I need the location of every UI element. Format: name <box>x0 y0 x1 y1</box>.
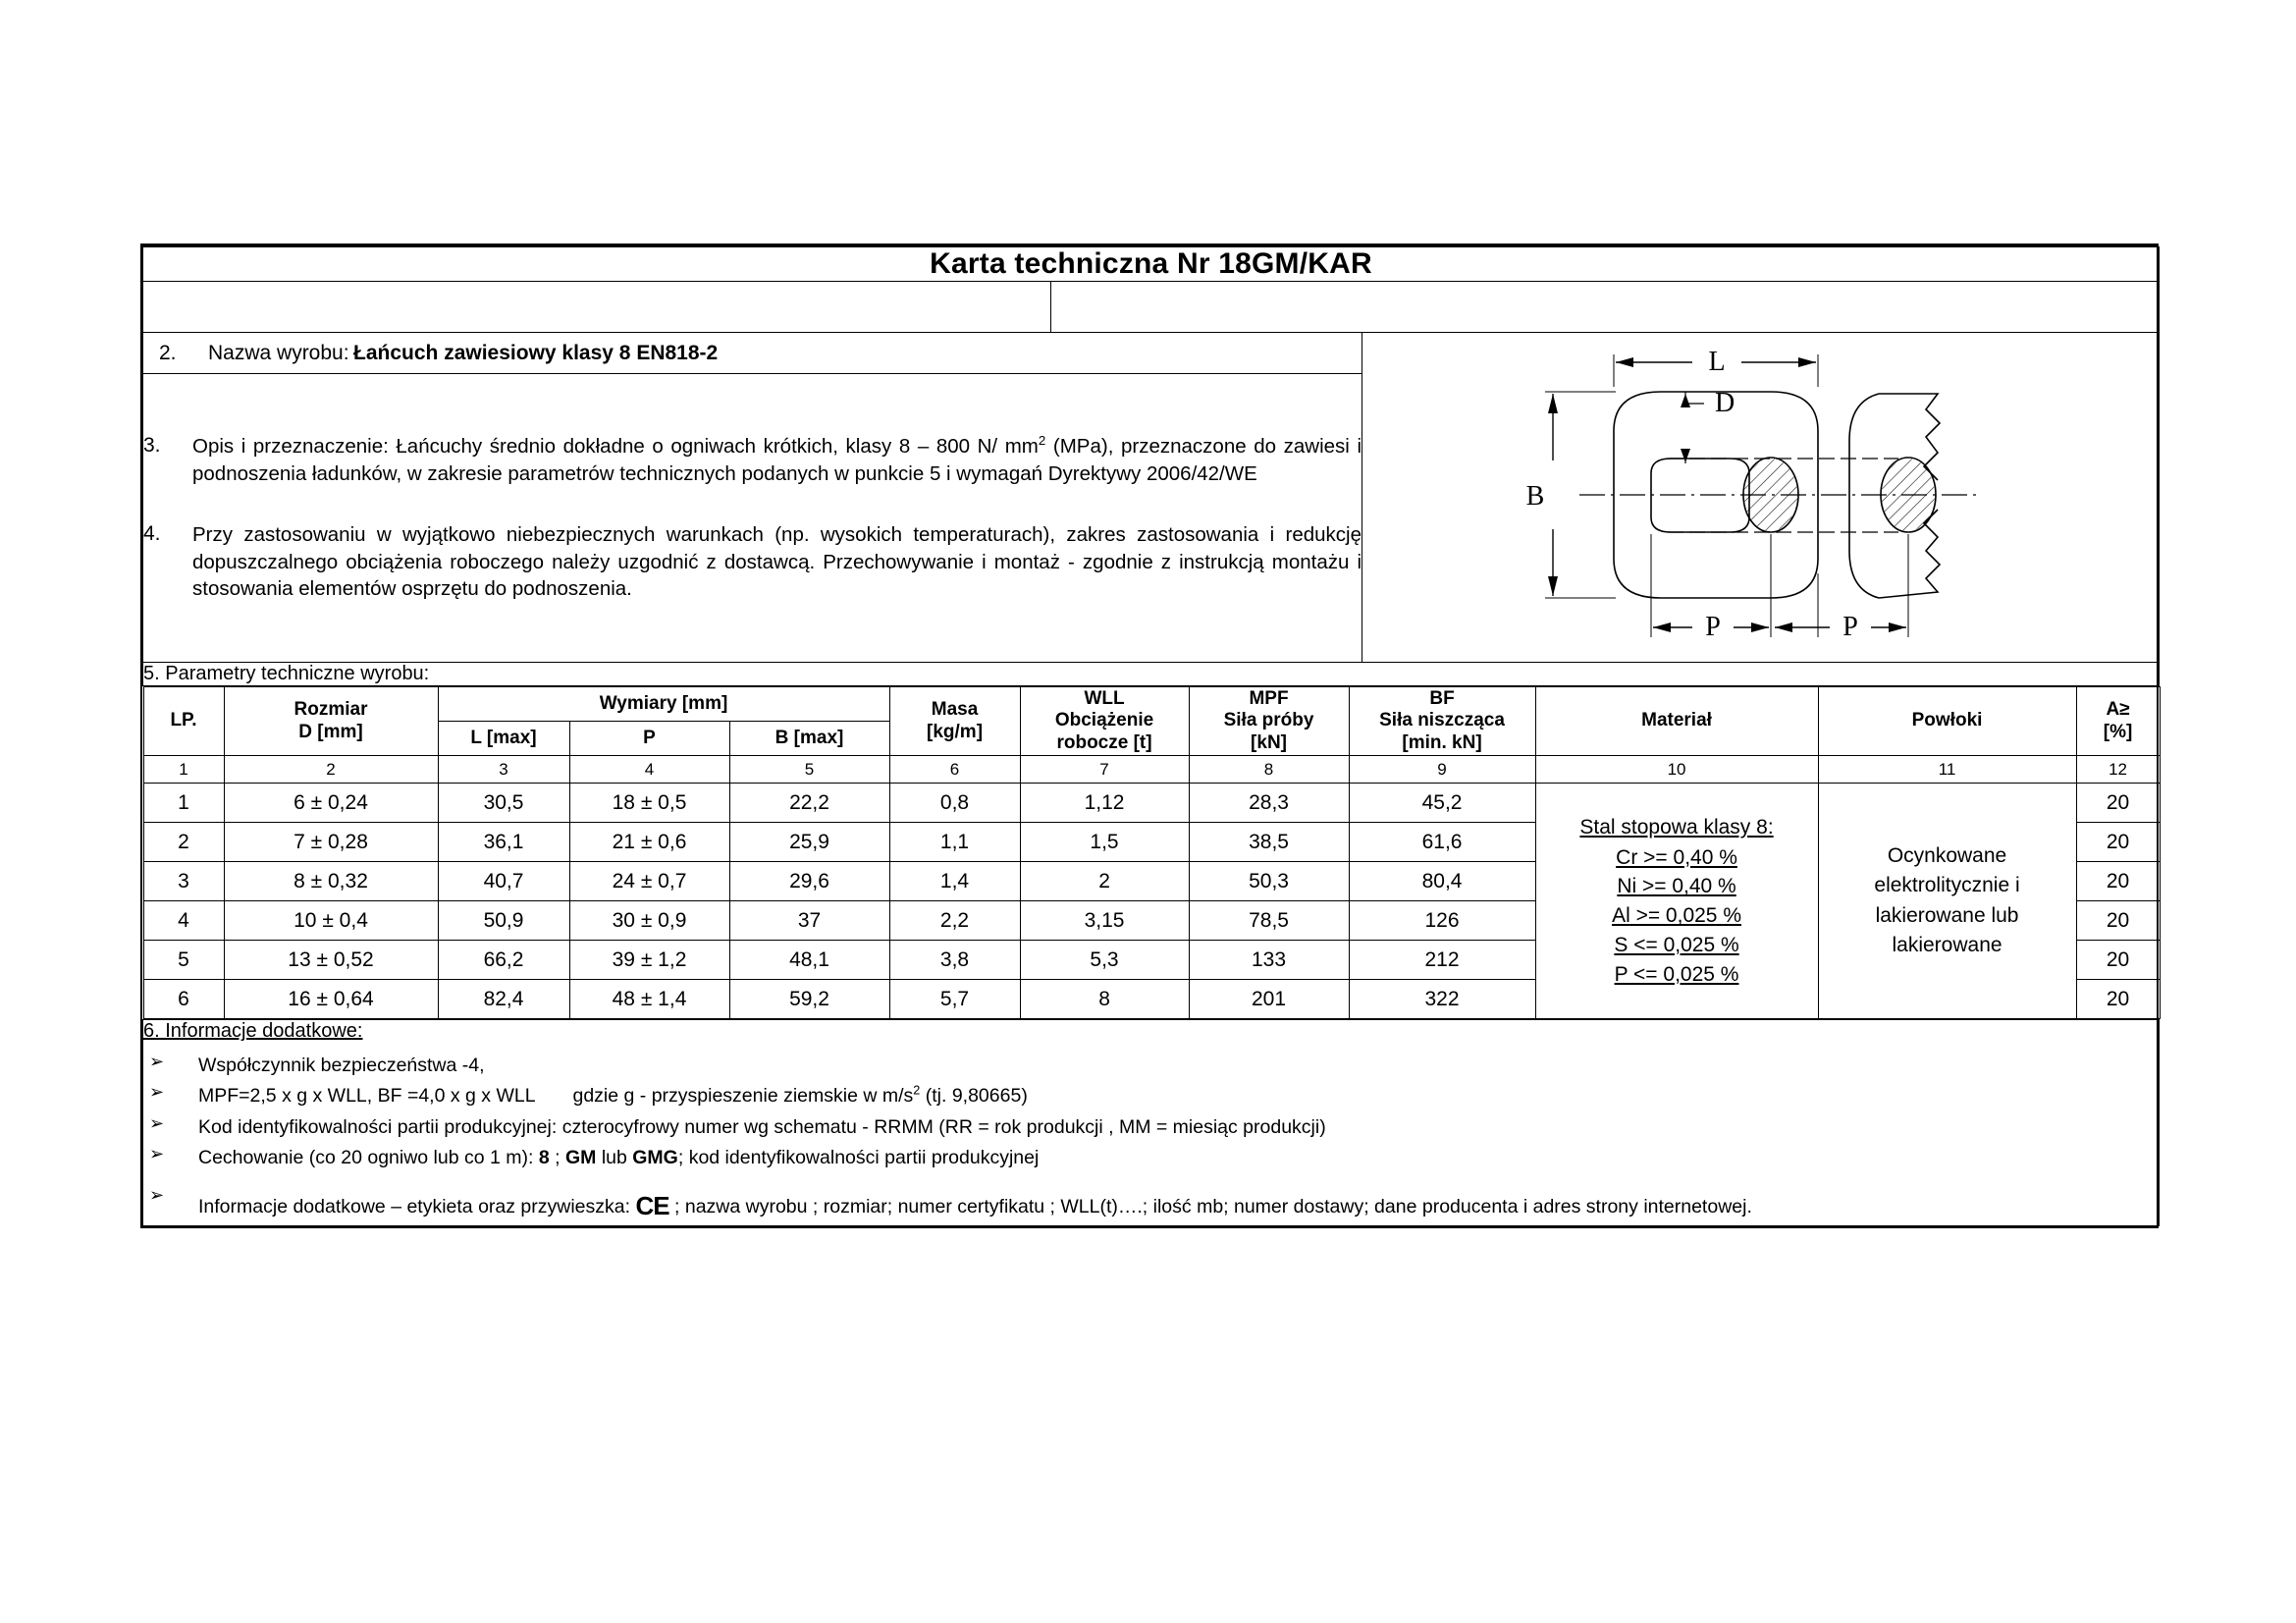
cell-a: 20 <box>2076 784 2160 823</box>
colnum-10: 10 <box>1535 756 1818 784</box>
section2-value: Łańcuch zawiesiowy klasy 8 EN818-2 <box>353 341 719 364</box>
cell-lp: 6 <box>143 980 224 1019</box>
cell-a: 20 <box>2076 941 2160 980</box>
material-line: S <= 0,025 % <box>1614 934 1739 957</box>
list-item <box>143 1185 2159 1223</box>
cell-p: 30 ± 0,9 <box>569 901 729 941</box>
cell-coating <box>1818 784 2076 1019</box>
section6-heading: 6. Informacje dodatkowe: <box>143 1020 363 1043</box>
cell-lp: 3 <box>143 862 224 901</box>
section3-text: Opis i przeznaczenie: Łańcuchy średnio dokładne o ogniwach krótkich, klasy 8 – 800 N/ $mm^2$ (MPa), przeznaczone do zawiesi i podnoszenia ładunków, w zakresie parametrów technicznych podanych w punkcie 5 i wymagań Dyrektywy 2006/42/WE <box>192 433 1362 485</box>
cell-l: 66,2 <box>438 941 569 980</box>
th-p: P <box>569 722 729 756</box>
cell-mpf: 50,3 <box>1189 862 1349 901</box>
material-line: Al >= 0,025 % <box>1612 904 1741 928</box>
section3-superscript: 2 <box>1038 433 1046 449</box>
list-item <box>143 1113 2159 1142</box>
th-wll: WLL Obciążenie robocze [t] <box>1020 687 1189 756</box>
cell-p: 24 ± 0,7 <box>569 862 729 901</box>
colnum-6: 6 <box>889 756 1020 784</box>
cell-bf: 322 <box>1349 980 1535 1019</box>
colnum-3: 3 <box>438 756 569 784</box>
cell-masa: 0,8 <box>889 784 1020 823</box>
cell-bf: 61,6 <box>1349 823 1535 862</box>
colnum-9: 9 <box>1349 756 1535 784</box>
title-row <box>143 247 2160 282</box>
th-material: Materiał <box>1535 687 1818 756</box>
section2-cell <box>143 333 1362 374</box>
th-rozmiar: Rozmiar D [mm] <box>224 687 438 756</box>
parameters-table-cell <box>143 686 2160 1020</box>
colnum-4: 4 <box>569 756 729 784</box>
empty-cell-left <box>143 282 1051 333</box>
cell-material <box>1535 784 1818 1019</box>
cell-mpf: 28,3 <box>1189 784 1349 823</box>
bullet-text: Informacje dodatkowe – etykieta oraz przywieszka: CE ; nazwa wyrobu ; rozmiar; numer certyfikatu ; WLL(t)….; ilość mb; numer dostawy; dane producenta i adres strony internetowej. <box>198 1185 2159 1223</box>
th-mpf: MPF Siła próby [kN] <box>1189 687 1349 756</box>
cell-masa: 2,2 <box>889 901 1020 941</box>
cell-bf: 45,2 <box>1349 784 1535 823</box>
material-line: Ni >= 0,40 % <box>1617 875 1736 898</box>
cell-rozmiar: 13 ± 0,52 <box>224 941 438 980</box>
cell-mpf: 38,5 <box>1189 823 1349 862</box>
cell-b: 29,6 <box>729 862 889 901</box>
bullet-text: MPF=2,5 x g x WLL, BF =4,0 x g x WLL gdzie g - przyspieszenie ziemskie w $m/s^2$ (tj. 9,80665) <box>198 1083 1028 1108</box>
title-cell <box>143 247 2160 282</box>
cell-lp: 2 <box>143 823 224 862</box>
section2-number: 2. <box>159 341 177 364</box>
empty-cell-right <box>1051 282 2160 333</box>
cell-a: 20 <box>2076 980 2160 1019</box>
cell-masa: 3,8 <box>889 941 1020 980</box>
colnum-5: 5 <box>729 756 889 784</box>
cell-p: 21 ± 0,6 <box>569 823 729 862</box>
cell-lp: 4 <box>143 901 224 941</box>
cell-l: 30,5 <box>438 784 569 823</box>
section6-row <box>143 1020 2160 1226</box>
th-lp: LP. <box>143 687 224 756</box>
empty-spacer-row <box>143 282 2160 333</box>
section5-heading: 5. Parametry techniczne wyrobu: <box>143 663 2160 686</box>
description-cell <box>143 374 1362 663</box>
dim-label-L: L <box>1707 347 1726 377</box>
cell-rozmiar: 10 ± 0,4 <box>224 901 438 941</box>
list-item <box>143 1052 2159 1080</box>
cell-rozmiar: 7 ± 0,28 <box>224 823 438 862</box>
technical-data-sheet <box>140 243 2159 1228</box>
cell-masa: 1,1 <box>889 823 1020 862</box>
bullet-text: Kod identyfikowalności partii produkcyjnej: czterocyfrowy numer wg schematu - RRMM (RR = rok produkcji , MM = miesiąc produkcji) <box>198 1115 1326 1138</box>
th-bf: BF Siła niszcząca [min. kN] <box>1349 687 1535 756</box>
coating-line: Ocynkowane <box>1887 843 2007 867</box>
colnum-7: 7 <box>1020 756 1189 784</box>
cell-l: 82,4 <box>438 980 569 1019</box>
section3-paragraph <box>143 433 1362 488</box>
params-column-number-row <box>143 756 2160 784</box>
dim-label-P1: P <box>1704 612 1721 642</box>
list-item <box>143 1082 2159 1110</box>
section4-paragraph <box>143 521 1362 604</box>
cell-masa: 5,7 <box>889 980 1020 1019</box>
material-heading: Stal stopowa klasy 8: <box>1579 815 1774 839</box>
cell-b: 25,9 <box>729 823 889 862</box>
cell-l: 50,9 <box>438 901 569 941</box>
section5-heading-row <box>143 663 2160 686</box>
coating-line: lakierowane <box>1892 934 2002 957</box>
cell-wll: 1,12 <box>1020 784 1189 823</box>
bullet-arrow-icon: ➢ <box>149 1185 165 1206</box>
colnum-1: 1 <box>143 756 224 784</box>
colnum-8: 8 <box>1189 756 1349 784</box>
document-grid <box>142 246 2160 1226</box>
cell-b: 22,2 <box>729 784 889 823</box>
th-wymiary: Wymiary [mm] <box>438 687 889 722</box>
dim-label-P2: P <box>1842 612 1858 642</box>
coating-line: elektrolitycznie i <box>1874 874 2020 897</box>
cell-p: 48 ± 1,4 <box>569 980 729 1019</box>
th-powloki: Powłoki <box>1818 687 2076 756</box>
section6-cell <box>143 1020 2160 1226</box>
section4-text: Przy zastosowaniu w wyjątkowo niebezpiecznych warunkach (np. wysokich temperaturach), zakres zastosowania i redukcję dopuszczalnego obciążenia roboczego należy uzgodnić z dostawcą. Przechowywanie i montaż - zgodnie z instrukcją montażu i stosowania elementów osprzętu do podnoszenia. <box>192 522 1362 601</box>
cell-mpf: 78,5 <box>1189 901 1349 941</box>
bullet-arrow-icon: ➢ <box>149 1082 165 1103</box>
cell-mpf: 133 <box>1189 941 1349 980</box>
cell-bf: 80,4 <box>1349 862 1535 901</box>
bullet-text: Cechowanie (co 20 ogniwo lub co 1 m): 8 ; GM lub GMG; kod identyfikowalności partii produkcyjnej <box>198 1146 1040 1168</box>
cell-wll: 1,5 <box>1020 823 1189 862</box>
th-a: A≥ [%] <box>2076 687 2160 756</box>
cell-p: 18 ± 0,5 <box>569 784 729 823</box>
th-l-max: L [max] <box>438 722 569 756</box>
cell-lp: 1 <box>143 784 224 823</box>
colnum-12: 12 <box>2076 756 2160 784</box>
colnum-11: 11 <box>1818 756 2076 784</box>
cell-wll: 3,15 <box>1020 901 1189 941</box>
dim-label-D: D <box>1714 388 1735 418</box>
page-title: Karta techniczna Nr 18GM/KAR <box>930 247 1372 280</box>
section3-number: 3. <box>143 433 161 457</box>
bullet-arrow-icon: ➢ <box>149 1112 165 1133</box>
cell-b: 59,2 <box>729 980 889 1019</box>
chain-link-drawing <box>1388 333 2134 657</box>
cell-wll: 2 <box>1020 862 1189 901</box>
section4-number: 4. <box>143 521 161 545</box>
coating-line: lakierowane lub <box>1875 903 2019 927</box>
cell-l: 40,7 <box>438 862 569 901</box>
cell-bf: 126 <box>1349 901 1535 941</box>
params-header-row-1 <box>143 687 2160 722</box>
cell-b: 48,1 <box>729 941 889 980</box>
ce-marking-icon: CE <box>635 1191 669 1221</box>
section2-row <box>143 333 2160 374</box>
cell-lp: 5 <box>143 941 224 980</box>
cell-rozmiar: 8 ± 0,32 <box>224 862 438 901</box>
cell-masa: 1,4 <box>889 862 1020 901</box>
cell-wll: 5,3 <box>1020 941 1189 980</box>
colnum-2: 2 <box>224 756 438 784</box>
bullet-arrow-icon: ➢ <box>149 1143 165 1163</box>
cell-p: 39 ± 1,2 <box>569 941 729 980</box>
th-masa: Masa [kg/m] <box>889 687 1020 756</box>
cell-rozmiar: 6 ± 0,24 <box>224 784 438 823</box>
material-line: Cr >= 0,40 % <box>1616 845 1737 869</box>
cell-wll: 8 <box>1020 980 1189 1019</box>
section2-label: Nazwa wyrobu: <box>208 341 349 364</box>
cell-rozmiar: 16 ± 0,64 <box>224 980 438 1019</box>
bullet-arrow-icon: ➢ <box>149 1052 165 1072</box>
th-b-max: B [max] <box>729 722 889 756</box>
cell-b: 37 <box>729 901 889 941</box>
cell-a: 20 <box>2076 823 2160 862</box>
cell-mpf: 201 <box>1189 980 1349 1019</box>
chain-drawing-cell <box>1362 333 2160 663</box>
parameters-table <box>143 686 2161 1019</box>
table-row <box>143 784 2160 823</box>
material-line: P <= 0,025 % <box>1614 962 1739 986</box>
parameters-table-row <box>143 686 2160 1020</box>
cell-a: 20 <box>2076 901 2160 941</box>
cell-a: 20 <box>2076 862 2160 901</box>
bullet-text: Współczynnik bezpieczeństwa -4, <box>198 1055 485 1077</box>
cell-bf: 212 <box>1349 941 1535 980</box>
cell-l: 36,1 <box>438 823 569 862</box>
list-item <box>143 1144 2159 1172</box>
dim-label-B: B <box>1525 481 1544 512</box>
